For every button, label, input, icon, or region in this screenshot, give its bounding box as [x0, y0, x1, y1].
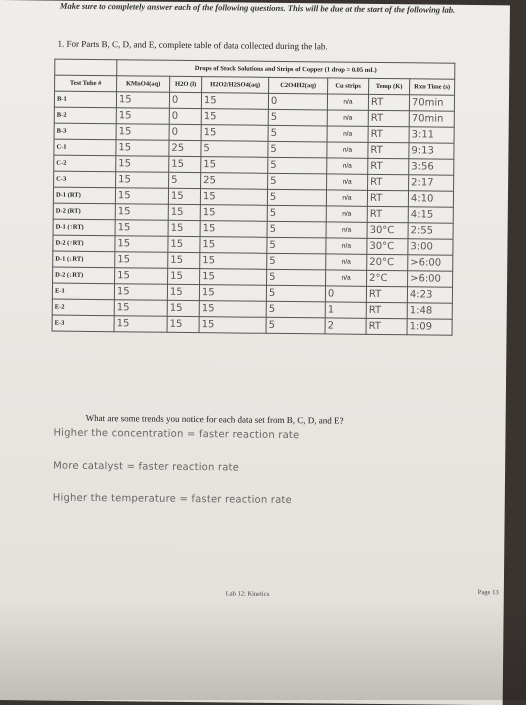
cell-cu-strips: 1: [325, 302, 366, 318]
cell-cu-strips: 0: [325, 286, 366, 302]
cell-h2o2: 15: [199, 285, 266, 302]
cell-cu-strips: n/a: [327, 126, 368, 142]
cell-kmno4: 15: [116, 108, 169, 125]
cell-rxn-time: 2:55: [408, 223, 453, 239]
col-cu-strips: Cu strips: [328, 78, 369, 94]
cell-temp: 30°C: [367, 238, 408, 254]
cell-temp: 30°C: [367, 222, 408, 238]
table-row: [52, 315, 452, 335]
cell-temp: 20°C: [367, 254, 408, 270]
cell-kmno4: 15: [114, 284, 167, 301]
cell-kmno4: 15: [116, 92, 169, 109]
cell-h2o2: 15: [200, 205, 267, 222]
cell-temp: RT: [366, 318, 407, 334]
cell-c2o4: 5: [267, 253, 326, 270]
cell-test-tube: B-2: [54, 107, 116, 124]
cell-c2o4: 5: [268, 173, 327, 190]
cell-cu-strips: n/a: [327, 158, 368, 174]
header-empty: [55, 59, 117, 76]
cell-h2o: 15: [167, 316, 199, 332]
cell-rxn-time: 1:48: [407, 303, 452, 319]
cell-h2o: 0: [169, 92, 201, 108]
cell-rxn-time: >6:00: [408, 271, 453, 287]
col-rxn-time: Rxn Time (s): [410, 79, 455, 95]
cell-temp: RT: [368, 174, 409, 190]
cell-rxn-time: 9:13: [409, 143, 454, 159]
cell-test-tube: C-1: [54, 139, 116, 156]
cell-rxn-time: 2:17: [409, 175, 454, 191]
cell-temp: RT: [368, 158, 409, 174]
cell-h2o2: 15: [200, 189, 267, 206]
cell-test-tube: C-3: [54, 171, 116, 188]
cell-h2o: 15: [167, 300, 199, 316]
cell-c2o4: 5: [267, 221, 326, 238]
cell-c2o4: 5: [267, 269, 326, 286]
footer-lab-title: Lab 12: Kinetics: [225, 590, 270, 598]
cell-c2o4: 5: [268, 109, 327, 126]
cell-h2o2: 15: [199, 301, 266, 318]
cell-test-tube: D-2 (↑RT): [53, 235, 115, 252]
cell-kmno4: 15: [114, 316, 167, 333]
cell-h2o2: 15: [200, 269, 267, 286]
cell-test-tube: E-2: [52, 299, 114, 316]
cell-rxn-time: 1:09: [407, 319, 452, 335]
cell-c2o4: 5: [268, 157, 327, 174]
cell-temp: RT: [368, 142, 409, 158]
cell-c2o4: 5: [266, 301, 325, 318]
cell-kmno4: 15: [116, 140, 169, 157]
cell-h2o: 15: [168, 268, 200, 284]
cell-test-tube: B-3: [54, 123, 116, 140]
cell-temp: RT: [367, 206, 408, 222]
cell-cu-strips: n/a: [326, 270, 367, 286]
footer-page-number: Page 13: [477, 589, 499, 597]
cell-cu-strips: n/a: [327, 110, 368, 126]
cell-temp: RT: [368, 110, 409, 126]
cell-h2o: 0: [169, 124, 201, 140]
cell-rxn-time: >6:00: [408, 255, 453, 271]
table-body: [52, 91, 454, 335]
trend-answer-1: Higher the concentration = faster reaction rate: [53, 427, 300, 442]
header-note: Make sure to completely answer each of the following questions. This will be due at the start of the following lab.: [59, 0, 456, 15]
cell-kmno4: 15: [116, 172, 169, 189]
cell-h2o2: 15: [201, 125, 268, 142]
cell-h2o2: 15: [201, 109, 268, 126]
cell-c2o4: 5: [267, 205, 326, 222]
question-1: 1. For Parts B, C, D, and E, complete table of data collected during the lab.: [57, 38, 328, 52]
cell-c2o4: 5: [268, 141, 327, 158]
cell-cu-strips: n/a: [327, 94, 368, 110]
trend-answer-3: Higher the temperature = faster reaction rate: [52, 492, 292, 507]
cell-c2o4: 5: [266, 285, 325, 302]
cell-rxn-time: 4:23: [407, 287, 452, 303]
cell-test-tube: D-1 (RT): [53, 187, 115, 204]
cell-cu-strips: n/a: [326, 222, 367, 238]
cell-h2o: 15: [168, 220, 200, 236]
trends-question: What are some trends you notice for each data set from B, C, D, and E?: [85, 412, 344, 426]
cell-h2o: 25: [169, 140, 201, 156]
data-table: [52, 59, 456, 336]
cell-test-tube: D-2 (RT): [53, 203, 115, 220]
cell-test-tube: C-2: [54, 155, 116, 172]
cell-h2o: 15: [169, 156, 201, 172]
cell-cu-strips: n/a: [327, 174, 368, 190]
cell-test-tube: E-3: [52, 315, 114, 332]
cell-c2o4: 5: [266, 317, 325, 334]
cell-h2o: 15: [168, 236, 200, 252]
cell-cu-strips: n/a: [326, 206, 367, 222]
cell-c2o4: 5: [267, 189, 326, 206]
cell-h2o: 15: [168, 252, 200, 268]
cell-c2o4: 5: [268, 125, 327, 142]
cell-h2o: 15: [168, 188, 200, 204]
cell-h2o2: 15: [201, 157, 268, 174]
cell-h2o2: 15: [200, 237, 267, 254]
cell-test-tube: D-1 (↓RT): [53, 251, 115, 268]
cell-c2o4: 5: [267, 237, 326, 254]
cell-test-tube: B-1: [54, 91, 116, 108]
cell-test-tube: E-1: [52, 283, 114, 300]
cell-cu-strips: 2: [325, 318, 366, 334]
cell-c2o4: 0: [268, 93, 327, 110]
cell-h2o2: 15: [200, 253, 267, 270]
cell-h2o: 15: [167, 284, 199, 300]
cell-kmno4: 15: [115, 268, 168, 285]
group-header: Drops of Stock Solutions and Strips of Copper (1 drop = 0.05 mL): [117, 60, 455, 80]
cell-rxn-time: 4:10: [408, 191, 453, 207]
cell-cu-strips: n/a: [326, 254, 367, 270]
col-c2o4: C2O4H2(aq): [269, 77, 328, 94]
cell-cu-strips: n/a: [326, 238, 367, 254]
cell-temp: RT: [367, 190, 408, 206]
cell-temp: RT: [366, 302, 407, 318]
cell-rxn-time: 4:15: [408, 207, 453, 223]
cell-kmno4: 15: [115, 252, 168, 269]
col-h2o2: H2O2/H2SO4(aq): [202, 77, 269, 94]
col-h2o: H2O (l): [170, 76, 202, 92]
cell-h2o2: 5: [201, 141, 268, 158]
cell-test-tube: D-1 (↑RT): [53, 219, 115, 236]
col-temp: Temp (K): [369, 78, 410, 94]
cell-test-tube: D-2 (↓RT): [53, 267, 115, 284]
cell-rxn-time: 3:56: [409, 159, 454, 175]
cell-h2o2: 15: [199, 317, 266, 334]
cell-kmno4: 15: [115, 204, 168, 221]
cell-h2o: 5: [169, 172, 201, 188]
cell-kmno4: 15: [116, 156, 169, 173]
cell-rxn-time: 3:11: [409, 127, 454, 143]
cell-kmno4: 15: [115, 188, 168, 205]
table-surface: [0, 600, 526, 700]
cell-temp: 2°C: [367, 270, 408, 286]
cell-kmno4: 15: [116, 124, 169, 141]
cell-temp: RT: [368, 94, 409, 110]
cell-cu-strips: n/a: [327, 142, 368, 158]
cell-rxn-time: 70min: [409, 95, 454, 111]
cell-h2o2: 15: [200, 221, 267, 238]
cell-rxn-time: 3:00: [408, 239, 453, 255]
cell-temp: RT: [366, 286, 407, 302]
col-kmno4: KMnO4(aq): [117, 76, 170, 93]
cell-kmno4: 15: [115, 220, 168, 237]
cell-kmno4: 15: [115, 236, 168, 253]
cell-h2o: 15: [168, 204, 200, 220]
cell-kmno4: 15: [114, 300, 167, 317]
cell-h2o: 0: [169, 108, 201, 124]
cell-h2o2: 15: [201, 93, 268, 110]
cell-h2o2: 25: [201, 173, 268, 190]
trend-answer-2: More catalyst = faster reaction rate: [53, 460, 240, 474]
col-test-tube: Test Tube #: [55, 75, 117, 92]
cell-cu-strips: n/a: [326, 190, 367, 206]
cell-rxn-time: 70min: [409, 111, 454, 127]
cell-temp: RT: [368, 126, 409, 142]
